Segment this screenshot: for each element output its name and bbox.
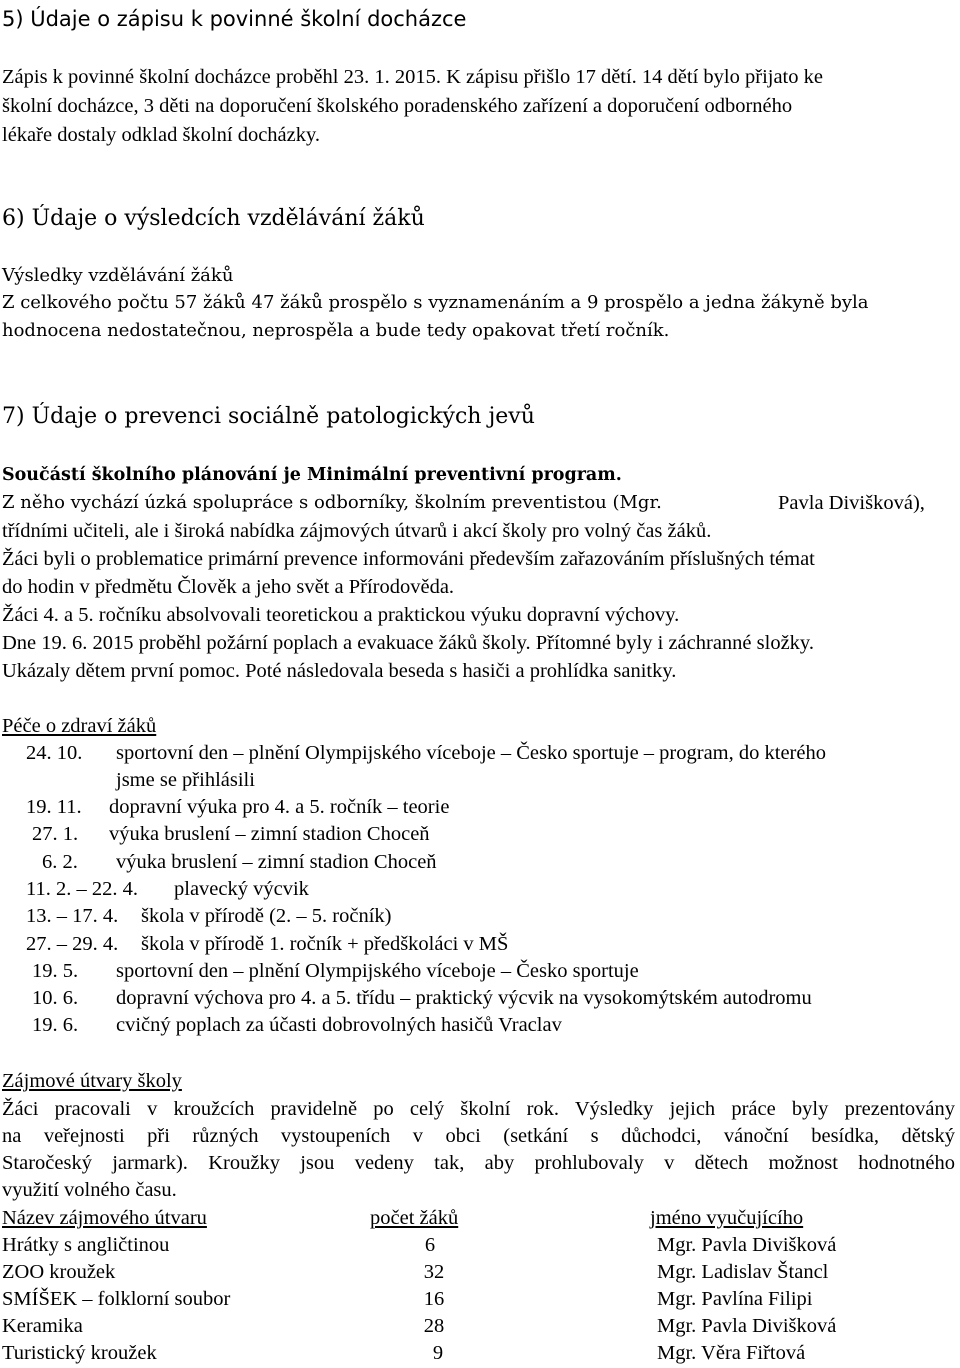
- health-text-continued: jsme se přihlásili: [116, 769, 255, 791]
- table-cell-teacher: Mgr. Ladislav Štancl: [657, 1261, 829, 1283]
- health-text: sportovní den – plnění Olympijského víceboje – Česko sportuje – program, do kterého: [116, 742, 826, 764]
- clubs-line-3: Staročeský jarmark). Kroužky jsou vedeny tak, aby prohlubovaly v dětech možnost hodnotného: [2, 1152, 955, 1174]
- section-6-heading: 6) Údaje o výsledcích vzdělávání žáků: [2, 206, 425, 231]
- table-cell-count: 6: [424, 1234, 436, 1256]
- health-date: 27. 1.: [32, 823, 79, 845]
- table-cell-count: 32: [423, 1261, 445, 1283]
- table-cell-name: Turistický kroužek: [2, 1342, 157, 1364]
- health-date: 19. 5.: [32, 960, 79, 982]
- health-date: 27. – 29. 4.: [26, 933, 119, 955]
- health-date: 24. 10.: [26, 742, 83, 764]
- table-cell-name: Hrátky s angličtinou: [2, 1234, 170, 1256]
- section-6-line-1: Z celkového počtu 57 žáků 47 žáků prospělo s vyznamenáním a 9 prospělo a jedna žákyně byla: [2, 292, 869, 313]
- section-7-line-1b: Pavla Divišková),: [778, 492, 925, 514]
- table-cell-name: Keramika: [2, 1315, 83, 1337]
- health-date: 6. 2.: [42, 851, 78, 873]
- section-6-line-2: hodnocena nedostatečnou, neprospěla a bude tedy opakovat třetí ročník.: [2, 320, 670, 341]
- table-cell-teacher: Mgr. Pavlína Filipi: [657, 1288, 813, 1310]
- clubs-title: Zájmové útvary školy: [2, 1070, 182, 1092]
- health-text: škola v přírodě 1. ročník + předškoláci v MŠ: [141, 933, 509, 955]
- section-7-line-6: Dne 19. 6. 2015 proběhl požární poplach a evakuace žáků školy. Přítomné byly i záchranné složky.: [2, 632, 814, 654]
- health-text: škola v přírodě (2. – 5. ročník): [141, 905, 392, 927]
- health-date: 13. – 17. 4.: [26, 905, 119, 927]
- health-date: 19. 11.: [26, 796, 82, 818]
- section-7-line-7: Ukázaly dětem první pomoc. Poté následovala beseda s hasiči a prohlídka sanitky.: [2, 660, 677, 682]
- table-cell-count: 16: [423, 1288, 445, 1310]
- table-cell-name: ZOO kroužek: [2, 1261, 116, 1283]
- section-7-line-5: Žáci 4. a 5. ročníku absolvovali teoretickou a praktickou výuku dopravní výchovy.: [2, 604, 680, 626]
- table-header-count: počet žáků: [370, 1207, 459, 1229]
- health-text: výuka bruslení – zimní stadion Choceň: [109, 823, 430, 845]
- clubs-line-2: na veřejnosti při různých vystoupeních v obci (setkání s důchodci, vánoční besídka, dětský: [2, 1125, 955, 1147]
- table-cell-count: 9: [432, 1342, 444, 1364]
- section-5-heading: 5) Údaje o zápisu k povinné školní docházce: [2, 7, 467, 31]
- health-date: 11. 2. – 22. 4.: [26, 878, 138, 900]
- section-7-heading: 7) Údaje o prevenci sociálně patologických jevů: [2, 404, 535, 429]
- table-header-name: Název zájmového útvaru: [2, 1207, 207, 1229]
- health-title: Péče o zdraví žáků: [2, 715, 157, 737]
- section-7-line-2: třídními učiteli, ale i široká nabídka zájmových útvarů i akcí školy pro volný čas žáků.: [2, 520, 712, 542]
- table-cell-teacher: Mgr. Pavla Divišková: [657, 1315, 837, 1337]
- health-date: 19. 6.: [32, 1014, 79, 1036]
- section-7-line-1a: Z něho vychází úzká spolupráce s odborníky, školním preventistou (Mgr.: [2, 492, 662, 513]
- health-text: dopravní výuka pro 4. a 5. ročník – teorie: [109, 796, 450, 818]
- table-cell-teacher: Mgr. Pavla Divišková: [657, 1234, 837, 1256]
- section-5-line-3: lékaře dostaly odklad školní docházky.: [2, 124, 321, 146]
- section-5-line-2: školní docházce, 3 děti na doporučení školského poradenského zařízení a doporučení odborného: [2, 95, 793, 117]
- section-7-line-3: Žáci byli o problematice primární prevence informováni především zařazováním příslušných témat: [2, 548, 815, 570]
- health-text: sportovní den – plnění Olympijského víceboje – Česko sportuje: [116, 960, 639, 982]
- section-6-subheading: Výsledky vzdělávání žáků: [2, 265, 234, 286]
- table-cell-teacher: Mgr. Věra Fiřtová: [657, 1342, 806, 1364]
- health-text: plavecký výcvik: [174, 878, 309, 900]
- section-7-bold-line: Součástí školního plánování je Minimální preventivní program.: [2, 465, 622, 485]
- section-5-line-1: Zápis k povinné školní docházce proběhl 23. 1. 2015. K zápisu přišlo 17 dětí. 14 dětí bylo přijato ke: [2, 66, 823, 88]
- health-text: výuka bruslení – zimní stadion Choceň: [116, 851, 437, 873]
- section-7-line-4: do hodin v předmětu Člověk a jeho svět a Přírodověda.: [2, 576, 455, 598]
- table-cell-count: 28: [423, 1315, 445, 1337]
- clubs-line-1: Žáci pracovali v kroužcích pravidelně po celý školní rok. Výsledky jejich práce byly prezentovány: [2, 1098, 955, 1120]
- health-text: dopravní výchova pro 4. a 5. třídu – praktický výcvik na vysokomýtském autodromu: [116, 987, 812, 1009]
- health-text: cvičný poplach za účasti dobrovolných hasičů Vraclav: [116, 1014, 562, 1036]
- clubs-line-4: využití volného času.: [2, 1179, 177, 1201]
- table-header-teacher: jméno vyučujícího: [650, 1207, 804, 1229]
- health-date: 10. 6.: [32, 987, 79, 1009]
- table-cell-name: SMÍŠEK – folklorní soubor: [2, 1288, 231, 1310]
